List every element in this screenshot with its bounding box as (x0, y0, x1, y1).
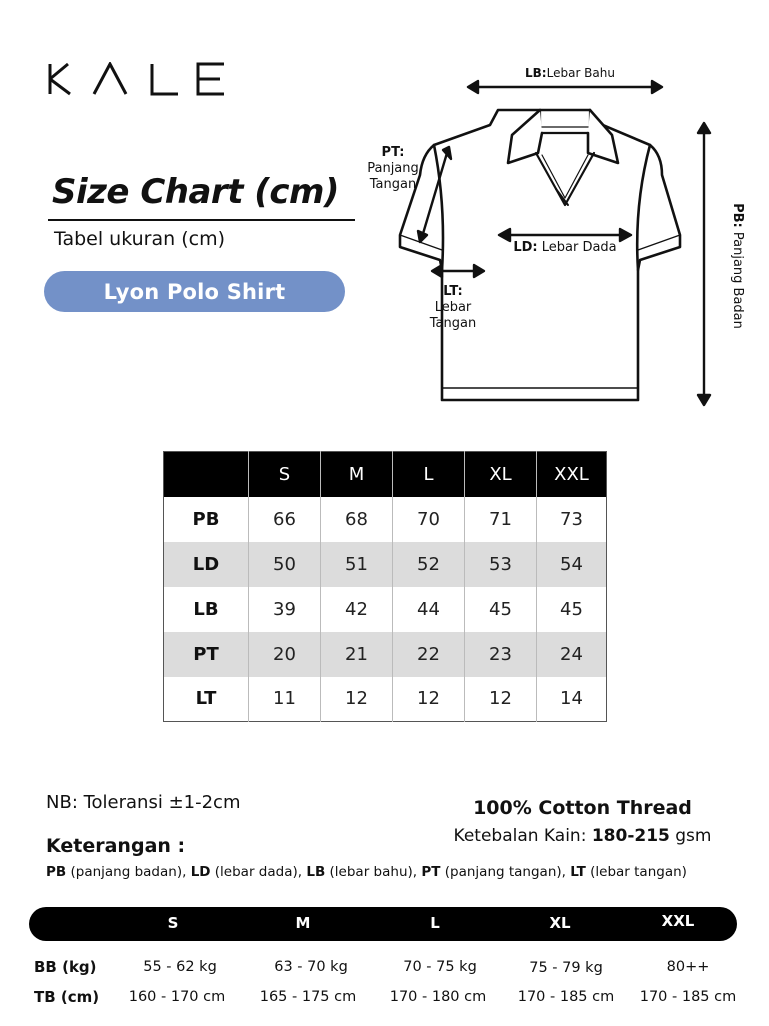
page-title: Size Chart (cm) (52, 172, 339, 212)
table-cell: 42 (321, 587, 393, 632)
table-cell: 52 (393, 542, 465, 587)
rec-header-l: L (430, 914, 440, 932)
table-row (164, 587, 607, 632)
label-lebar-bahu: LB:Lebar Bahu (525, 66, 615, 80)
table-cell: 66 (249, 497, 321, 542)
table-cell: 54 (537, 542, 607, 587)
header-cell-blank (164, 452, 249, 497)
header-cell-l: L (393, 452, 465, 497)
table-header-row (164, 452, 607, 497)
label-lebar-tangan: LT: Lebar Tangan (429, 284, 477, 331)
rec-row-label-weight: BB (kg) (34, 958, 97, 976)
fabric-thickness-unit: gsm (669, 826, 712, 846)
table-cell: 50 (249, 542, 321, 587)
legend-desc: (panjang badan), (66, 864, 191, 880)
legend-desc: (panjang tangan), (440, 864, 571, 880)
legend-code: PT (421, 864, 441, 880)
table-cell: 39 (249, 587, 321, 632)
rec-header-s: S (167, 914, 179, 932)
polo-shirt-icon (350, 55, 760, 415)
table-cell: 12 (321, 677, 393, 722)
rec-cell: 63 - 70 kg (274, 959, 348, 975)
rec-cell: 170 - 185 cm (517, 989, 615, 1005)
rec-cell: 55 - 62 kg (143, 959, 217, 975)
legend-code: LD (190, 864, 211, 880)
row-label: PB (192, 508, 220, 530)
title-divider (48, 219, 355, 221)
table-cell: 45 (537, 587, 607, 632)
kale-logo (48, 62, 228, 96)
rec-row-label-height: TB (cm) (34, 988, 100, 1006)
legend-code: LT (570, 864, 586, 880)
table-cell: 45 (465, 587, 537, 632)
table-row (164, 542, 607, 587)
table-cell: 23 (465, 632, 537, 677)
rec-header-xl: XL (549, 914, 571, 932)
rec-cell: 170 - 180 cm (389, 989, 487, 1005)
abbreviation-legend (46, 864, 687, 880)
header-cell-s: S (249, 452, 321, 497)
table-cell: 22 (393, 632, 465, 677)
table-cell: 12 (465, 677, 537, 722)
table-cell: 21 (321, 632, 393, 677)
table-cell: 70 (393, 497, 465, 542)
fabric-thickness (440, 826, 725, 846)
legend-desc: (lebar dada), (210, 864, 307, 880)
rec-cell: 165 - 175 cm (259, 989, 357, 1005)
table-cell: 53 (465, 542, 537, 587)
table-cell: 73 (537, 497, 607, 542)
tolerance-note: NB: Toleransi ±1-2cm (46, 792, 241, 813)
legend-code: LB (306, 864, 326, 880)
header-cell-xl: XL (465, 452, 537, 497)
table-cell: 71 (465, 497, 537, 542)
table-cell: 24 (537, 632, 607, 677)
page-subtitle: Tabel ukuran (cm) (54, 228, 225, 250)
rec-cell: 170 - 185 cm (639, 989, 737, 1005)
label-lebar-dada: LD: Lebar Dada (513, 240, 617, 255)
legend-code: PB (46, 864, 67, 880)
table-row (164, 497, 607, 542)
fabric-thickness-label: Ketebalan Kain: (453, 826, 592, 846)
header-cell-m: M (321, 452, 393, 497)
label-panjang-badan: PB: Panjang Badan (730, 203, 745, 329)
label-panjang-tangan: PT: Panjang Tangan (367, 145, 419, 192)
legend-title: Keterangan : (46, 835, 186, 857)
material-label: 100% Cotton Thread (473, 797, 692, 819)
legend-desc: (lebar tangan) (585, 864, 687, 880)
table-cell: 68 (321, 497, 393, 542)
fabric-thickness-value: 180-215 (591, 826, 670, 846)
rec-cell: 70 - 75 kg (403, 959, 477, 975)
rec-cell: 80++ (666, 959, 710, 975)
table-cell: 44 (393, 587, 465, 632)
table-cell: 14 (537, 677, 607, 722)
row-label: LB (193, 598, 219, 620)
shirt-measurement-diagram (350, 55, 760, 415)
row-label: LT (195, 688, 217, 710)
row-label: LD (164, 542, 249, 587)
header-cell-xxl: XXL (537, 452, 607, 497)
product-name-badge: Lyon Polo Shirt (44, 271, 345, 312)
rec-header-m: M (295, 914, 311, 932)
rec-cell: 160 - 170 cm (128, 989, 226, 1005)
table-cell: 12 (393, 677, 465, 722)
table-row (164, 632, 607, 677)
table-cell: 11 (249, 677, 321, 722)
table-cell: 20 (249, 632, 321, 677)
legend-desc: (lebar bahu), (325, 864, 422, 880)
row-label: PT (164, 632, 249, 677)
rec-header-xxl: XXL (661, 912, 695, 930)
rec-cell: 75 - 79 kg (529, 960, 603, 976)
table-cell: 51 (321, 542, 393, 587)
size-chart-table (163, 451, 607, 722)
table-row (164, 677, 607, 722)
